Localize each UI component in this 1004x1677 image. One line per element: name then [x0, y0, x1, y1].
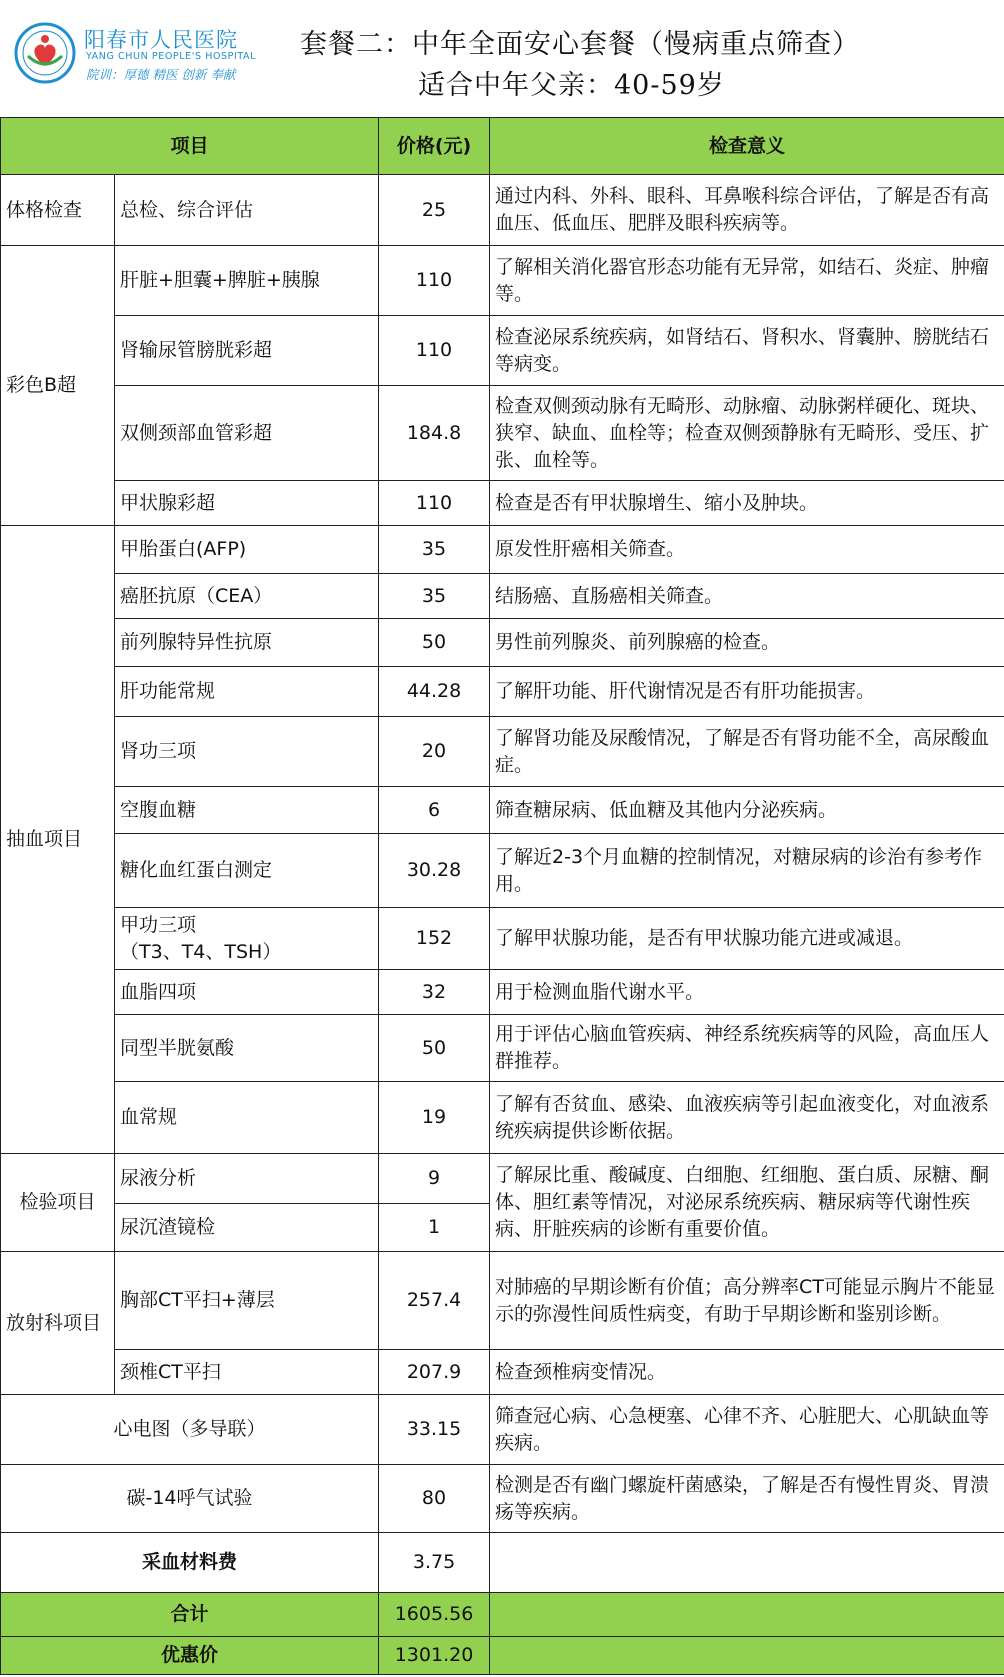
- category-cell: 放射科项目: [1, 1252, 115, 1395]
- category-cell: 抽血项目: [1, 526, 115, 1154]
- meaning-cell: 了解相关消化器官形态功能有无异常，如结石、炎症、肿瘤等。: [490, 246, 1004, 316]
- price-cell: 110: [379, 481, 490, 526]
- package-title: 套餐二：中年全面安心套餐（慢病重点筛查）: [300, 29, 860, 60]
- category-cell: 彩色B超: [1, 246, 115, 526]
- item-cell: 采血材料费: [1, 1533, 379, 1593]
- package-table: [0, 117, 1004, 1675]
- discount-label: 优惠价: [1, 1637, 379, 1675]
- meaning-cell: 原发性肝癌相关筛查。: [490, 526, 1004, 574]
- table-row: [1, 667, 1004, 717]
- item-cell: 总检、综合评估: [115, 175, 379, 246]
- item-cell: 癌胚抗原（CEA）: [115, 574, 379, 619]
- item-cell: 甲胎蛋白(AFP): [115, 526, 379, 574]
- table-row: [1, 834, 1004, 908]
- item-cell: 空腹血糖: [115, 787, 379, 834]
- column-header-meaning: 检查意义: [490, 118, 1004, 175]
- price-cell: 1: [379, 1204, 490, 1252]
- hospital-emblem-icon: [14, 22, 76, 84]
- table-row: [1, 1082, 1004, 1154]
- total-row: [1, 1593, 1004, 1637]
- price-cell: 33.15: [379, 1395, 490, 1465]
- meaning-cell: 检查双侧颈动脉有无畸形、动脉瘤、动脉粥样硬化、斑块、狭窄、缺血、血栓等；检查双侧颈静脉有无畸形、受压、扩张、血栓等。: [490, 386, 1004, 481]
- price-cell: 35: [379, 574, 490, 619]
- table-row: [1, 1015, 1004, 1082]
- meaning-cell: 男性前列腺炎、前列腺癌的检查。: [490, 619, 1004, 667]
- discount-row: [1, 1637, 1004, 1675]
- total-price: 1605.56: [379, 1593, 490, 1637]
- table-row: [1, 1533, 1004, 1593]
- item-cell: 血常规: [115, 1082, 379, 1154]
- total-label: 合计: [1, 1593, 379, 1637]
- page-header: [0, 0, 1004, 117]
- column-header-item: 项目: [1, 118, 379, 175]
- item-cell: 心电图（多导联）: [1, 1395, 379, 1465]
- item-name: 甲功三项: [120, 913, 197, 936]
- category-cell: 体格检查: [1, 175, 115, 246]
- meaning-cell: 检测是否有幽门螺旋杆菌感染，了解是否有慢性胃炎、胃溃疡等疾病。: [490, 1465, 1004, 1533]
- item-subname: （T3、T4、TSH）: [120, 940, 282, 963]
- price-cell: 110: [379, 246, 490, 316]
- meaning-cell: 了解甲状腺功能，是否有甲状腺功能亢进或减退。: [490, 908, 1004, 970]
- item-cell: 肝功能常规: [115, 667, 379, 717]
- hospital-logo: [14, 22, 264, 84]
- meaning-cell: 检查是否有甲状腺增生、缩小及肿块。: [490, 481, 1004, 526]
- price-cell: 257.4: [379, 1252, 490, 1350]
- item-cell: 甲状腺彩超: [115, 481, 379, 526]
- meaning-cell: 了解近2-3个月血糖的控制情况，对糖尿病的诊治有参考作用。: [490, 834, 1004, 908]
- price-cell: 44.28: [379, 667, 490, 717]
- table-row: [1, 1465, 1004, 1533]
- meaning-cell: 检查泌尿系统疾病，如肾结石、肾积水、肾囊肿、膀胱结石等病变。: [490, 316, 1004, 386]
- hospital-name: 阳春市人民医院: [84, 28, 238, 52]
- meaning-cell: [490, 1533, 1004, 1593]
- meaning-cell: 了解肾功能及尿酸情况，了解是否有肾功能不全，高尿酸血症。: [490, 717, 1004, 787]
- price-cell: 207.9: [379, 1350, 490, 1395]
- meaning-cell: 结肠癌、直肠癌相关筛查。: [490, 574, 1004, 619]
- item-cell: 双侧颈部血管彩超: [115, 386, 379, 481]
- item-cell: 肾输尿管膀胱彩超: [115, 316, 379, 386]
- item-cell: 前列腺特异性抗原: [115, 619, 379, 667]
- table-row: [1, 175, 1004, 246]
- item-cell: 肝脏+胆囊+脾脏+胰腺: [115, 246, 379, 316]
- total-empty-cell: [490, 1593, 1004, 1637]
- hospital-name-en: YANG CHUN PEOPLE'S HOSPITAL: [86, 51, 257, 62]
- item-cell: 碳-14呼气试验: [1, 1465, 379, 1533]
- price-cell: 3.75: [379, 1533, 490, 1593]
- item-cell: 颈椎CT平扫: [115, 1350, 379, 1395]
- hospital-motto: 院训：厚德 精医 创新 奉献: [86, 67, 236, 82]
- meaning-cell: 检查颈椎病变情况。: [490, 1350, 1004, 1395]
- item-cell: 尿沉渣镜检: [115, 1204, 379, 1252]
- price-cell: 35: [379, 526, 490, 574]
- price-cell: 30.28: [379, 834, 490, 908]
- price-cell: 152: [379, 908, 490, 970]
- meaning-cell: 通过内科、外科、眼科、耳鼻喉科综合评估，了解是否有高血压、低血压、肥胖及眼科疾病等。: [490, 175, 1004, 246]
- item-cell: 糖化血红蛋白测定: [115, 834, 379, 908]
- price-cell: 80: [379, 1465, 490, 1533]
- discount-price: 1301.20: [379, 1637, 490, 1675]
- table-row: [1, 481, 1004, 526]
- discount-empty-cell: [490, 1637, 1004, 1675]
- price-cell: 25: [379, 175, 490, 246]
- table-row: [1, 1350, 1004, 1395]
- item-cell: 尿液分析: [115, 1154, 379, 1204]
- price-cell: 20: [379, 717, 490, 787]
- item-cell: 同型半胱氨酸: [115, 1015, 379, 1082]
- table-row: [1, 619, 1004, 667]
- price-cell: 110: [379, 316, 490, 386]
- meaning-cell: 用于评估心脑血管疾病、神经系统疾病等的风险，高血压人群推荐。: [490, 1015, 1004, 1082]
- item-cell: [115, 908, 379, 970]
- price-cell: 184.8: [379, 386, 490, 481]
- price-cell: 9: [379, 1154, 490, 1204]
- table-row: [1, 574, 1004, 619]
- meaning-cell: 用于检测血脂代谢水平。: [490, 970, 1004, 1015]
- column-header-price: 价格(元): [379, 118, 490, 175]
- table-row: [1, 1395, 1004, 1465]
- price-cell: 6: [379, 787, 490, 834]
- meaning-cell: 筛查冠心病、心急梗塞、心律不齐、心脏肥大、心肌缺血等疾病。: [490, 1395, 1004, 1465]
- meaning-cell: 了解有否贫血、感染、血液疾病等引起血液变化，对血液系统疾病提供诊断依据。: [490, 1082, 1004, 1154]
- table-row: [1, 970, 1004, 1015]
- package-subtitle: 适合中年父亲：40-59岁: [418, 70, 725, 101]
- table-row: [1, 1252, 1004, 1350]
- table-row: [1, 526, 1004, 574]
- table-row: [1, 1154, 1004, 1204]
- table-row: [1, 316, 1004, 386]
- item-cell: 胸部CT平扫+薄层: [115, 1252, 379, 1350]
- item-cell: 肾功三项: [115, 717, 379, 787]
- table-row: [1, 908, 1004, 970]
- meaning-cell: 了解尿比重、酸碱度、白细胞、红细胞、蛋白质、尿糖、酮体、胆红素等情况，对泌尿系统疾病、糖尿病等代谢性疾病、肝脏疾病的诊断有重要价值。: [490, 1154, 1004, 1252]
- table-row: [1, 386, 1004, 481]
- item-cell: 血脂四项: [115, 970, 379, 1015]
- meaning-cell: 对肺癌的早期诊断有价值；高分辨率CT可能显示胸片不能显示的弥漫性间质性病变，有助于早期诊断和鉴别诊断。: [490, 1252, 1004, 1350]
- table-row: [1, 717, 1004, 787]
- price-cell: 19: [379, 1082, 490, 1154]
- meaning-cell: 筛查糖尿病、低血糖及其他内分泌疾病。: [490, 787, 1004, 834]
- category-cell: 检验项目: [1, 1154, 115, 1252]
- table-row: [1, 787, 1004, 834]
- table-row: [1, 246, 1004, 316]
- price-cell: 32: [379, 970, 490, 1015]
- table-header-row: [1, 118, 1004, 175]
- meaning-cell: 了解肝功能、肝代谢情况是否有肝功能损害。: [490, 667, 1004, 717]
- price-cell: 50: [379, 1015, 490, 1082]
- price-cell: 50: [379, 619, 490, 667]
